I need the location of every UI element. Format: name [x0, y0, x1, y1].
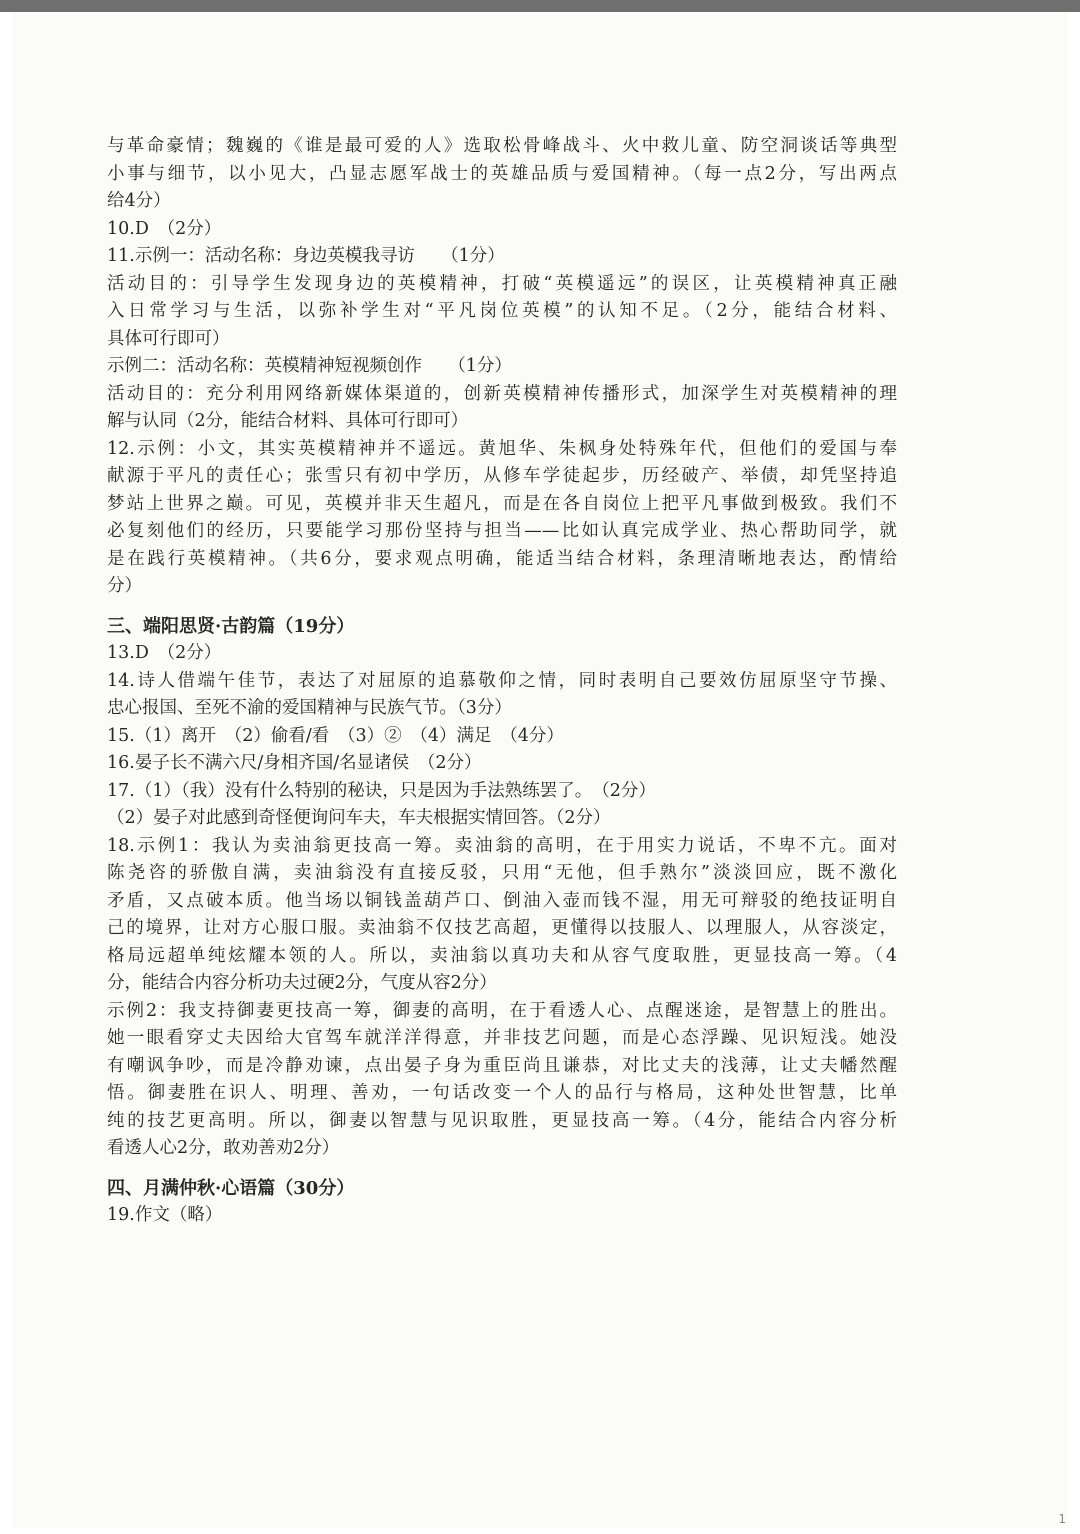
text-line: 给4分）: [107, 191, 171, 211]
text-line: 示例二：活动名称：英模精神短视频创作 （1分）: [107, 356, 512, 376]
text-line: 示例2：我支持御妻更技高一筹，御妻的高明，在于看透人心、点醒迷途，是智慧上的胜出。: [107, 1000, 897, 1021]
text-line: 悟。御妻胜在识人、明理、善劝，一句话改变一个人的品行与格局，这种处世智慧，比单: [107, 1083, 897, 1103]
text-line: 10.D （2分）: [107, 218, 222, 239]
answer-key-content: [107, 133, 907, 1230]
text-line: 11.示例一：活动名称：身边英模我寻访 （1分）: [107, 246, 505, 266]
text-line: 献源于平凡的责任心；张雪只有初中学历，从修车学徒起步，历经破产、举债，却凭坚持追: [107, 466, 897, 486]
text-line: 17.（1）（我）没有什么特别的秘诀，只是因为手法熟练罢了。 （2分）: [107, 780, 656, 801]
page-number: 1: [1058, 1512, 1066, 1526]
part2-block: [107, 640, 907, 1163]
text-line: 有嘲讽争吵，而是冷静劝谏，点出晏子身为重臣尚且谦恭，对比丈夫的浅薄，让丈夫幡然醒: [107, 1055, 897, 1076]
text-line: 19.作文（略）: [107, 1205, 223, 1225]
part3-block: [107, 1202, 907, 1230]
text-line: 小事与细节，以小见大，凸显志愿军战士的英雄品质与爱国精神。（每一点2分，写出两点: [107, 163, 897, 184]
text-line: 己的境界，让对方心服口服。卖油翁不仅技艺高超，更懂得以技服人、以理服人，从容淡定，: [107, 918, 897, 938]
text-line: 具体可行即可）: [107, 328, 230, 349]
text-line: 看透人心2分，敢劝善劝2分）: [107, 1138, 340, 1158]
top-border-bar: [0, 0, 1080, 12]
text-line: 18.示例1：我认为卖油翁更技高一筹。卖油翁的高明，在于用实力说话，不卑不亢。面对: [107, 835, 897, 856]
text-line: 矛盾，又点破本质。他当场以铜钱盖葫芦口、倒油入壶而钱不湿，用无可辩驳的绝技证明自: [107, 890, 897, 911]
text-line: 分）: [107, 576, 142, 596]
text-line: 是在践行英模精神。（共6分，要求观点明确，能适当结合材料，条理清晰地表达，酌情给: [107, 548, 897, 569]
section-4-title: 四、月满仲秋·心语篇（30分）: [107, 1177, 355, 1199]
text-line: 陈尧咨的骄傲自满，卖油翁没有直接反驳，只用“无他，但手熟尔”淡淡回应，既不激化: [107, 863, 897, 883]
text-line: 12.示例：小文，其实英模精神并不遥远。黄旭华、朱枫身处特殊年代，但他们的爱国与奉: [107, 438, 897, 459]
text-line: 纯的技艺更高明。所以，御妻以智慧与见识取胜，更显技高一筹。（4分，能结合内容分析: [107, 1110, 897, 1131]
text-line: 必复刻他们的经历，只要能学习那份坚持与担当——比如认真完成学业、热心帮助同学，就: [107, 521, 897, 541]
text-line: 13.D （2分）: [107, 643, 222, 663]
text-line: 与革命豪情；魏巍的《谁是最可爱的人》选取松骨峰战斗、火中救儿童、防空洞谈话等典型: [107, 136, 897, 156]
text-line: 她一眼看穿丈夫因给大官驾车就洋洋得意，并非技艺问题，而是心态浮躁、见识短浅。她没: [107, 1028, 897, 1048]
text-line: 入日常学习与生活，以弥补学生对“平凡岗位英模”的认知不足。（2分，能结合材料、: [107, 301, 897, 321]
text-line: 解与认同（2分，能结合材料、具体可行即可）: [107, 411, 469, 431]
text-line: 活动目的：引导学生发现身边的英模精神，打破“英模遥远”的误区，让英模精神真正融: [107, 273, 897, 294]
text-line: 活动目的：充分利用网络新媒体渠道的，创新英模精神传播形式，加深学生对英模精神的理: [107, 383, 897, 404]
text-line: 14.诗人借端午佳节，表达了对屈原的追慕敬仰之情，同时表明自己要效仿屈原坚守节操、: [107, 670, 897, 691]
text-line: 分，能结合内容分析功夫过硬2分，气度从容2分）: [107, 973, 497, 993]
text-line: （2）晏子对此感到奇怪便询问车夫，车夫根据实情回答。（2分）: [107, 808, 611, 828]
text-line: 16.晏子长不满六尺/身相齐国/名显诸侯 （2分）: [107, 753, 482, 773]
text-line: 15.（1）离开 （2）偷看/看 （3）② （4）满足 （4分）: [107, 725, 564, 746]
section-3-title: 三、端阳思贤·古韵篇（19分）: [107, 615, 355, 637]
part1-block: [107, 133, 907, 601]
text-line: 忠心报国、至死不渝的爱国精神与民族气节。（3分）: [107, 698, 512, 718]
text-line: 梦站上世界之巅。可见，英模并非天生超凡，而是在各自岗位上把平凡事做到极致。我们不: [107, 493, 897, 514]
text-line: 格局远超单纯炫耀本领的人。所以，卖油翁以真功夫和从容气度取胜，更显技高一筹。（4: [107, 945, 897, 966]
